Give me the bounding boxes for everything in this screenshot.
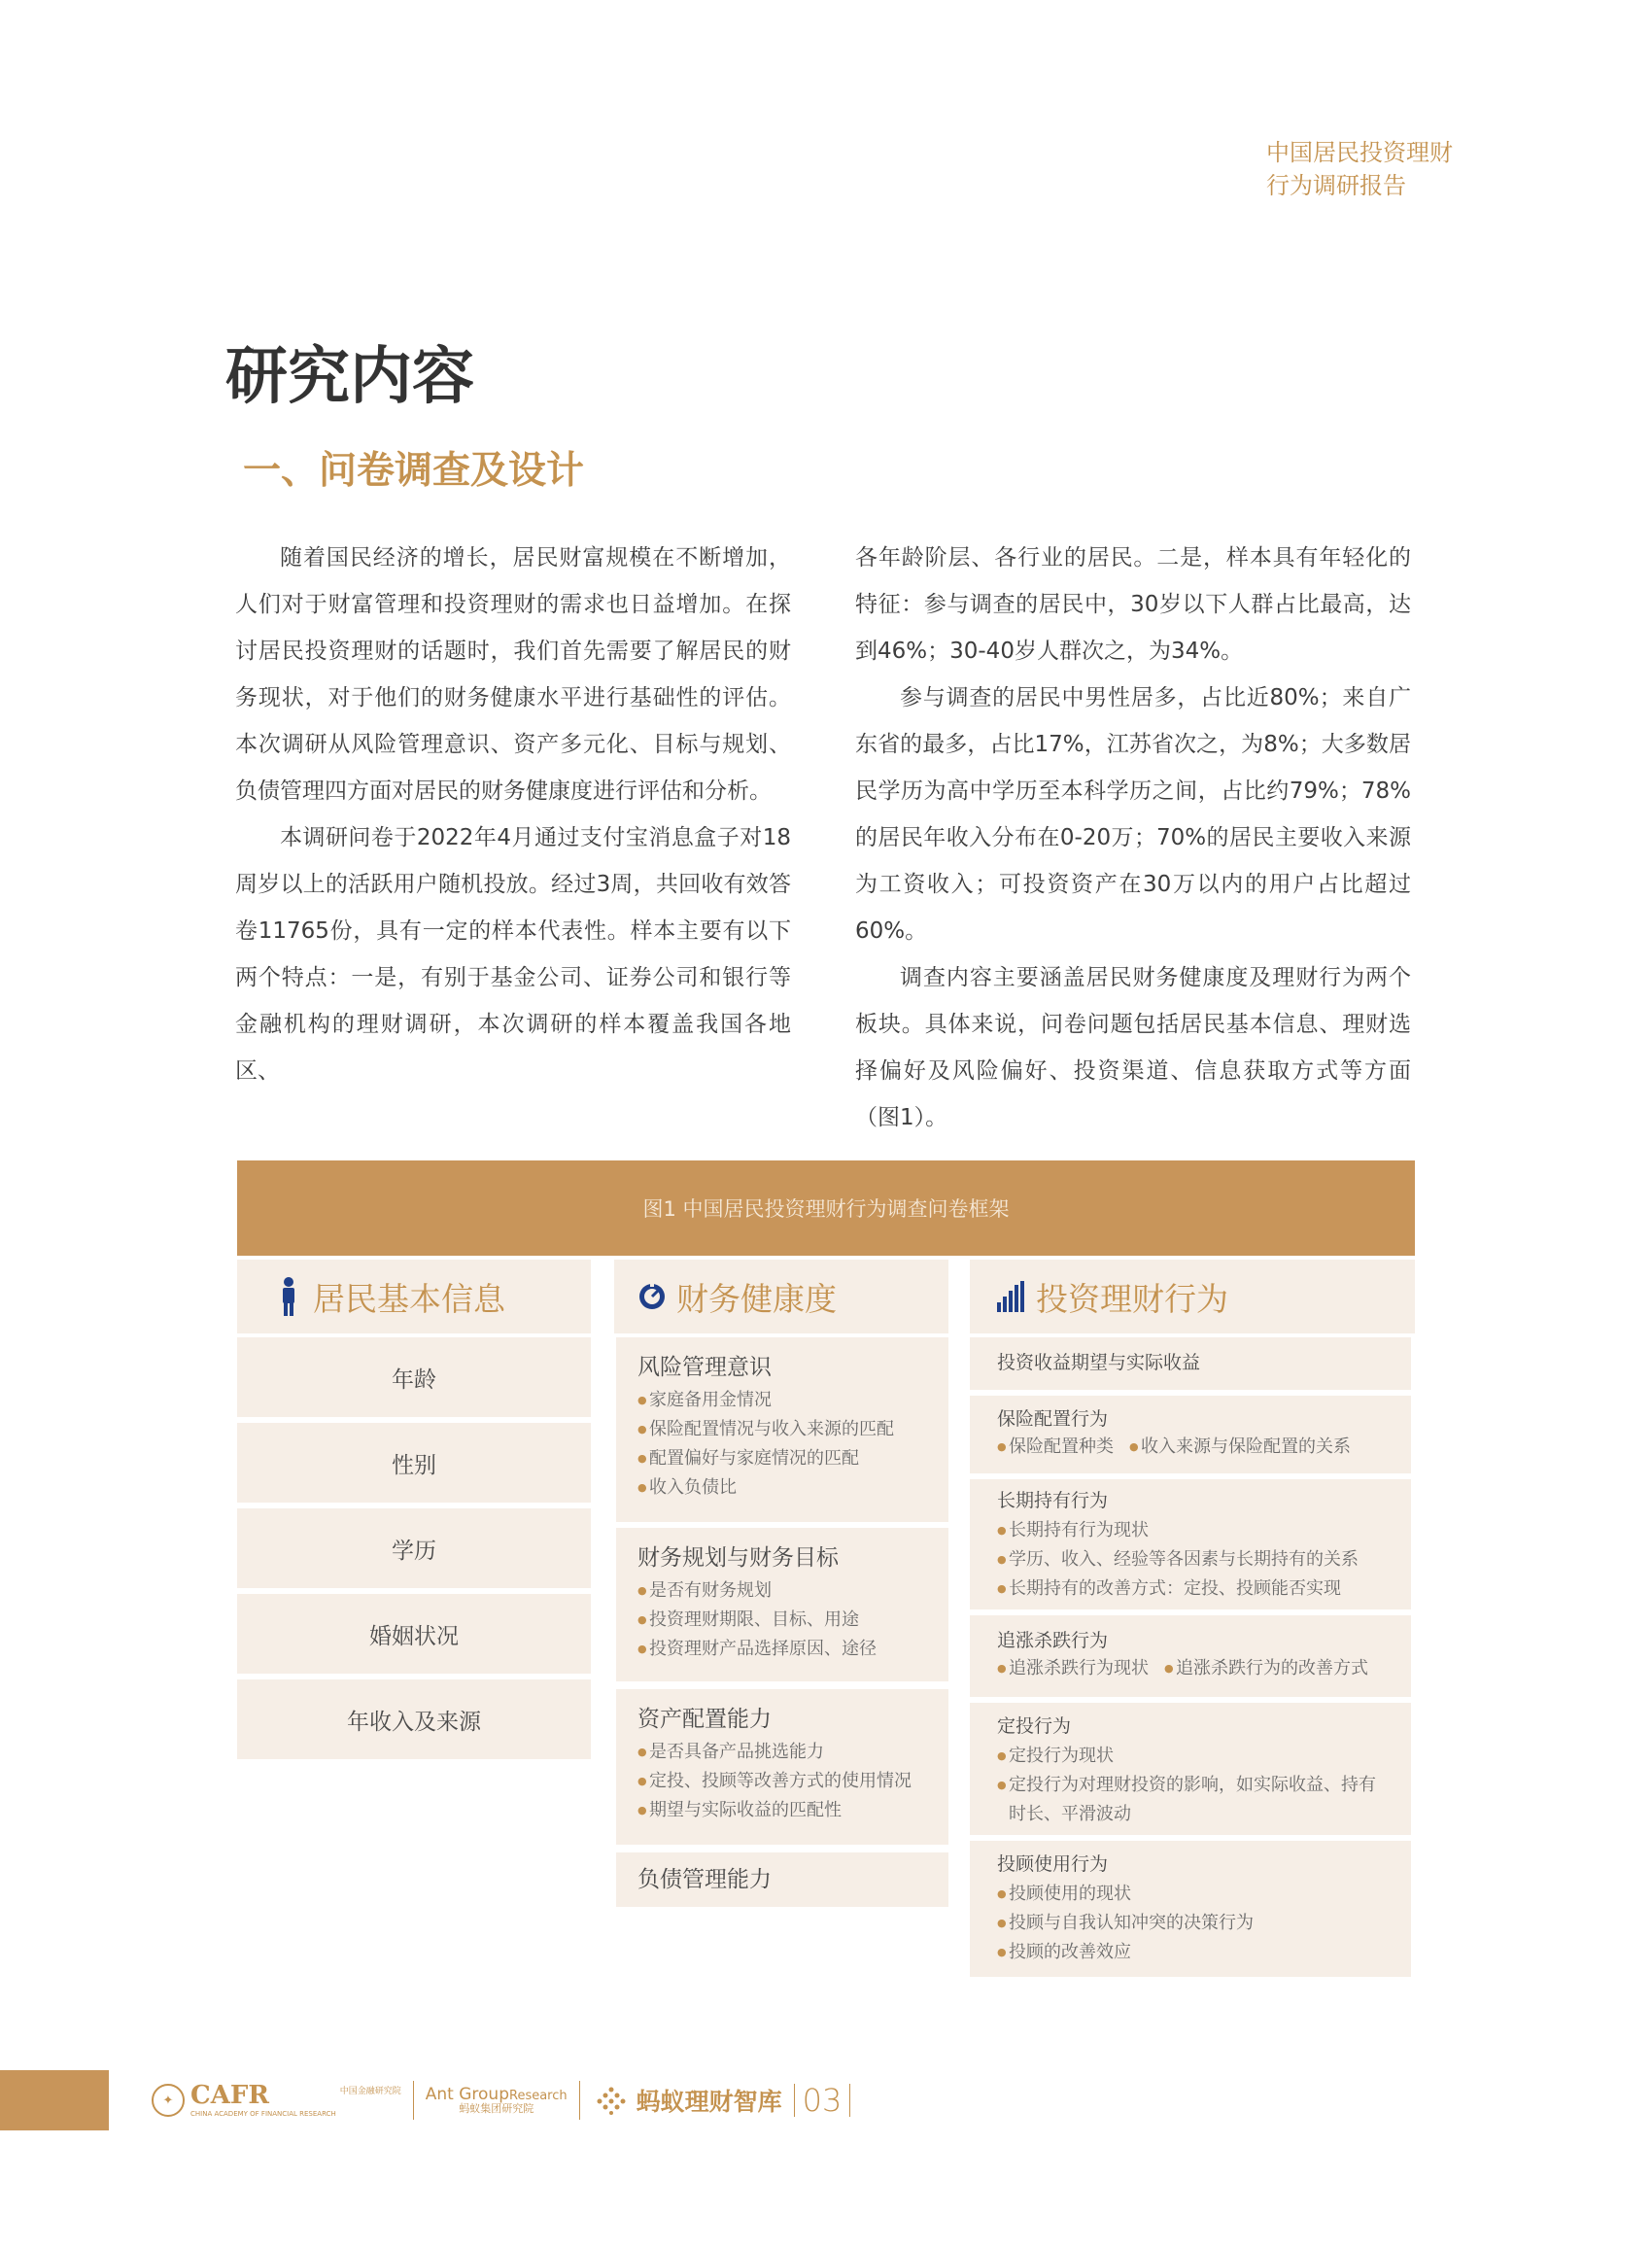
health-block-debt <box>616 1852 948 1907</box>
behavior-block-long-term <box>970 1479 1411 1609</box>
behavior-block-advisory <box>970 1841 1411 1977</box>
block-title: 资产配置能力 <box>637 1707 772 1732</box>
paragraph: 本调研问卷于2022年4月通过支付宝消息盒子对18周岁以上的活跃用户随机投放。经过3周，共回收有效答卷11765份，具有一定的样本代表性。样本主要有以下两个特点：一是，有别于基金公司、证券公司和银行等金融机构的理财调研，本次调研的样本覆盖我国各地区、 <box>235 825 791 1084</box>
think-tank-name: 蚂蚁理财智库 <box>636 2088 782 2116</box>
divider <box>413 2081 414 2120</box>
list-item: ● 收入来源与保险配置的关系 <box>1129 1433 1351 1462</box>
list-item: ● 投顾的改善效应 <box>997 1938 1390 1967</box>
basic-info-item-gender: 性别 <box>237 1423 591 1503</box>
ant-logo-cn: 蚂蚁集团研究院 <box>459 2102 534 2116</box>
basic-info-item-education: 学历 <box>237 1508 591 1588</box>
list-item: ● 保险配置种类 <box>997 1433 1114 1462</box>
list-item: ● 长期持有行为现状 <box>997 1516 1390 1545</box>
health-block-risk <box>616 1337 948 1522</box>
right-text-column <box>855 535 1411 1141</box>
list-item: ● 定投行为对理财投资的影响，如实际收益、持有时长、平滑波动 <box>997 1771 1390 1829</box>
list-item: ● 定投行为现状 <box>997 1742 1390 1771</box>
category-label: 居民基本信息 <box>313 1279 505 1318</box>
list-item: ● 保险配置情况与收入来源的匹配 <box>637 1415 927 1444</box>
report-title-line1: 中国居民投资理财 <box>1266 139 1453 166</box>
paragraph: 各年龄阶层、各行业的居民。二是，样本具有年轻化的特征：参与调查的居民中，30岁以下人群占比最高，达到46%；30-40岁人群次之，为34%。 <box>855 545 1411 664</box>
think-tank-logo <box>592 2083 782 2118</box>
block-title: 保险配置行为 <box>997 1408 1109 1430</box>
category-label: 财务健康度 <box>676 1279 837 1318</box>
list-item: ● 配置偏好与家庭情况的匹配 <box>637 1444 927 1473</box>
block-title: 财务规划与财务目标 <box>637 1545 839 1571</box>
list-item: ● 投顾使用的现状 <box>997 1880 1390 1909</box>
block-title: 投资收益期望与实际收益 <box>997 1352 1201 1373</box>
footer-accent-bar <box>0 2070 109 2130</box>
category-financial-health <box>614 1260 948 1333</box>
behavior-block-fixed-investment <box>970 1703 1411 1835</box>
health-block-planning <box>616 1528 948 1681</box>
person-icon <box>272 1277 305 1316</box>
cafr-logo-en: CHINA ACADEMY OF FINANCIAL RESEARCH <box>190 2110 336 2118</box>
behavior-block-insurance <box>970 1396 1411 1473</box>
basic-info-item-income: 年收入及来源 <box>237 1679 591 1759</box>
list-item: ● 长期持有的改善方式：定投、投顾能否实现 <box>997 1574 1390 1604</box>
list-item: ● 定投、投顾等改善方式的使用情况 <box>637 1767 927 1796</box>
left-text-column <box>235 535 791 1094</box>
report-title <box>1266 136 1558 202</box>
block-title: 长期持有行为 <box>997 1490 1109 1511</box>
footer-logos <box>152 2076 850 2125</box>
category-label: 投资理财行为 <box>1036 1279 1228 1318</box>
list-item: ● 是否有财务规划 <box>637 1576 927 1606</box>
list-item: ● 追涨杀跌行为的改善方式 <box>1164 1654 1368 1683</box>
cafr-logo-text: CAFR <box>190 2081 269 2110</box>
divider <box>579 2081 580 2120</box>
list-item: ● 投顾与自我认知冲突的决策行为 <box>997 1909 1390 1938</box>
list-item: ● 是否具备产品挑选能力 <box>637 1738 927 1767</box>
section-heading: 一、问卷调查及设计 <box>243 449 585 493</box>
cafr-seal-icon: ✦ <box>152 2084 185 2117</box>
ant-logo-en2: Research <box>509 2088 568 2103</box>
cafr-logo-cn: 中国金融研究院 <box>339 2087 401 2096</box>
block-title: 风险管理意识 <box>637 1355 772 1380</box>
block-title: 定投行为 <box>997 1715 1072 1737</box>
list-item: ● 家庭备用金情况 <box>637 1386 927 1415</box>
basic-info-item-marital: 婚姻状况 <box>237 1594 591 1674</box>
ant-group-research-logo <box>426 2086 568 2116</box>
behavior-block-return <box>970 1337 1411 1390</box>
list-item: ● 期望与实际收益的匹配性 <box>637 1796 927 1825</box>
paragraph: 随着国民经济的增长，居民财富规模在不断增加，人们对于财富管理和投资理财的需求也日益增加。在探讨居民投资理财的话题时，我们首先需要了解居民的财务现状，对于他们的财务健康水平进行基础性的评估。本次调研从风险管理意识、资产多元化、目标与规划、负债管理四方面对居民的财务健康度进行评估和分析。 <box>235 545 791 804</box>
list-item: ● 追涨杀跌行为现状 <box>997 1654 1149 1683</box>
report-title-line2: 行为调研报告 <box>1266 172 1406 199</box>
figure-caption: 图1 中国居民投资理财行为调查问卷框架 <box>237 1160 1415 1256</box>
category-investment-behavior <box>970 1260 1415 1333</box>
block-title: 追涨杀跌行为 <box>997 1630 1109 1651</box>
dots-diamond-icon <box>592 2086 631 2115</box>
health-gauge-icon <box>636 1277 669 1316</box>
bar-chart-icon <box>995 1277 1028 1316</box>
ant-logo-en: Ant Group <box>425 2084 509 2104</box>
list-item: ● 收入负债比 <box>637 1473 927 1503</box>
paragraph: 调查内容主要涵盖居民财务健康度及理财行为两个板块。具体来说，问卷问题包括居民基本信息、理财选择偏好及风险偏好、投资渠道、信息获取方式等方面（图1）。 <box>855 965 1411 1130</box>
divider <box>794 2084 795 2117</box>
list-item: ● 投资理财产品选择原因、途径 <box>637 1635 927 1664</box>
category-basic-info <box>237 1260 591 1333</box>
basic-info-item-age: 年龄 <box>237 1337 591 1417</box>
divider <box>849 2084 850 2117</box>
block-title: 负债管理能力 <box>637 1867 772 1892</box>
block-title: 投顾使用行为 <box>997 1853 1109 1875</box>
cafr-logo <box>190 2083 336 2118</box>
list-item: ● 学历、收入、经验等各因素与长期持有的关系 <box>997 1545 1390 1574</box>
health-block-allocation <box>616 1689 948 1845</box>
page-title: 研究内容 <box>225 340 474 413</box>
list-item: ● 投资理财期限、目标、用途 <box>637 1606 927 1635</box>
page-number: 03 <box>802 2082 843 2119</box>
paragraph: 参与调查的居民中男性居多，占比近80%；来自广东省的最多，占比17%，江苏省次之，为8%；大多数居民学历为高中学历至本科学历之间，占比约79%；78%的居民年收入分布在0-20万；70%的居民主要收入来源为工资收入；可投资资产在30万以内的用户占比超过60%。 <box>855 685 1411 944</box>
behavior-block-chasing <box>970 1615 1411 1697</box>
